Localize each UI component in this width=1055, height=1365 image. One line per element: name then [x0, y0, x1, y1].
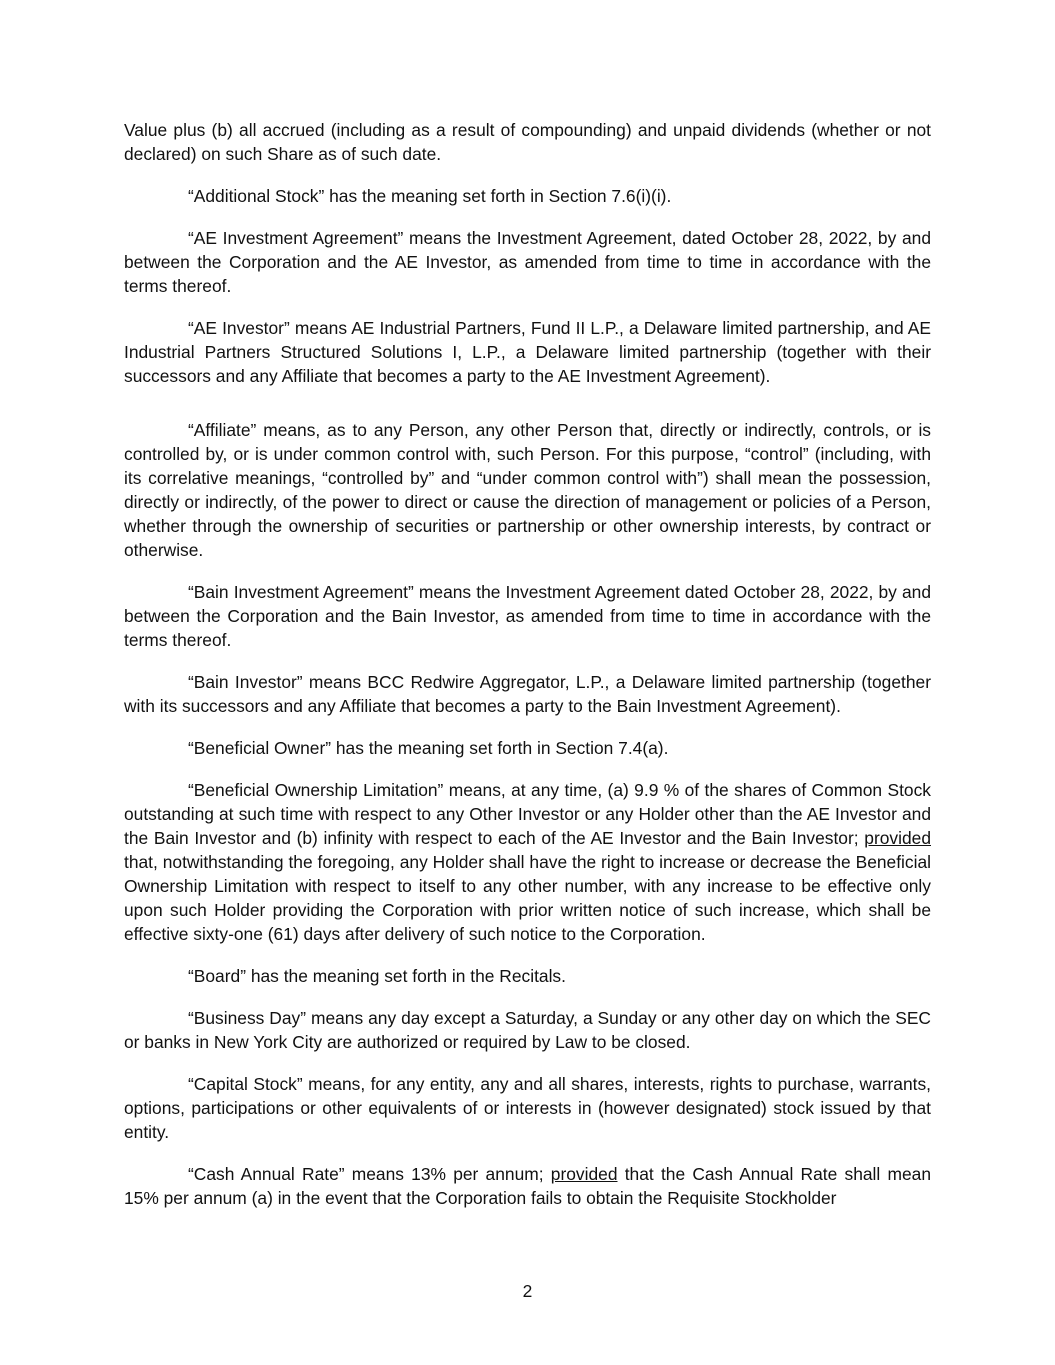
car-text-after: that the Cash Annual Rate shall mean 15% per annum (a) in the event that the Corporation fails to obtain the Requisite Stockholder: [124, 1164, 931, 1208]
bol-text-before: “Beneficial Ownership Limitation” means, at any time, (a) 9.9 % of the shares of Common Stock outstanding at such time with respect to any Other Investor or any Holder other than the AE Investor and the Bain Investor and (b) infinity with respect to each of the AE Investor and the Bain Investor;: [124, 780, 931, 848]
bol-provided: provided: [864, 828, 931, 848]
definition-cash-annual-rate: [124, 1162, 931, 1210]
document-page: [124, 118, 931, 1210]
definition-business-day: “Business Day” means any day except a Saturday, a Sunday or any other day on which the SEC or banks in New York City are authorized or required by Law to be closed.: [124, 1008, 931, 1052]
definition-affiliate: “Affiliate” means, as to any Person, any other Person that, directly or indirectly, controls, or is controlled by, or is under common control with, such Person. For this purpose, “control” (including, with its correlative meanings, “controlled by” and “under common control with”) shall mean the possession, directly or indirectly, of the power to direct or cause the direction of management or policies of a Person, whether through the ownership of securities or partnership or other ownership interests, by contract or otherwise.: [124, 420, 931, 560]
definition-beneficial-ownership-limitation: [124, 778, 931, 946]
definition-board: “Board” has the meaning set forth in the Recitals.: [188, 966, 566, 986]
definition-beneficial-owner: “Beneficial Owner” has the meaning set forth in Section 7.4(a).: [188, 738, 669, 758]
definition-ae-investment-agreement: “AE Investment Agreement” means the Investment Agreement, dated October 28, 2022, by and between the Corporation and the AE Investor, as amended from time to time in accordance with the terms thereof.: [124, 228, 931, 296]
bol-text-after: that, notwithstanding the foregoing, any Holder shall have the right to increase or decrease the Beneficial Ownership Limitation with respect to itself to any other number, with any increase to be effective only upon such Holder providing the Corporation with prior written notice of such increase, which shall be effective sixty-one (61) days after delivery of such notice to the Corporation.: [124, 852, 931, 944]
definition-additional-stock: “Additional Stock” has the meaning set forth in Section 7.6(i)(i).: [188, 186, 672, 206]
page-number: 2: [522, 1281, 533, 1301]
definition-ae-investor: “AE Investor” means AE Industrial Partners, Fund II L.P., a Delaware limited partnership, and AE Industrial Partners Structured Solutions I, L.P., a Delaware limited partnership (together with their successors and any Affiliate that becomes a party to the AE Investment Agreement).: [124, 318, 931, 386]
paragraph-continuation: Value plus (b) all accrued (including as a result of compounding) and unpaid dividends (whether or not declared) on such Share as of such date.: [124, 120, 931, 164]
definition-bain-investment-agreement: “Bain Investment Agreement” means the Investment Agreement dated October 28, 2022, by and between the Corporation and the Bain Investor, as amended from time to time in accordance with the terms thereof.: [124, 582, 931, 650]
car-provided: provided: [550, 1164, 618, 1184]
definition-capital-stock: “Capital Stock” means, for any entity, any and all shares, interests, rights to purchase, warrants, options, participations or other equivalents of or interests in (however designated) stock issued by that entity.: [124, 1074, 931, 1142]
definition-bain-investor: “Bain Investor” means BCC Redwire Aggregator, L.P., a Delaware limited partnership (together with its successors and any Affiliate that becomes a party to the Bain Investment Agreement).: [124, 672, 931, 716]
car-text-before: “Cash Annual Rate” means 13% per annum;: [188, 1164, 551, 1184]
